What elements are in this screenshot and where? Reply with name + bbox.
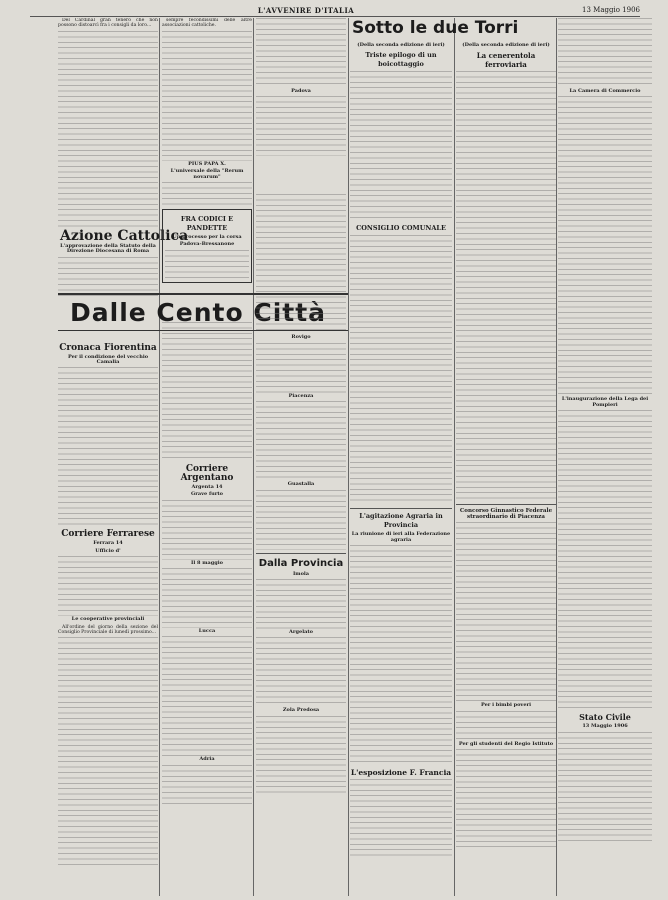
ferrara-date: Ferrara 14 — [93, 540, 123, 547]
column-rule — [159, 18, 160, 896]
dalla-provincia-heading: Dalla Provincia — [258, 557, 344, 569]
column-2 — [162, 18, 252, 898]
text-block — [256, 579, 346, 629]
column-rule — [348, 18, 349, 896]
text-block — [256, 716, 346, 796]
camera-heading: La Camera di Commercio — [569, 88, 641, 94]
piacenza-heading: Piacenza — [288, 392, 314, 399]
cooperative-heading: Le cooperative provinciali — [71, 616, 145, 623]
codici-heading: FRA CODICI E PANDETTE — [180, 215, 234, 233]
column-rule — [454, 18, 455, 896]
ufficio-heading: Ufficio d' — [95, 547, 121, 554]
text-block — [350, 545, 452, 765]
agitazione-heading: L'agitazione Agraria in Provincia — [359, 512, 443, 530]
text-block — [162, 182, 252, 206]
studenti-heading: Per gli studenti del Regio Istituto — [458, 740, 554, 747]
text-block — [162, 322, 252, 462]
column-rule — [556, 18, 557, 896]
grave-furto-heading: Grave furto — [190, 491, 224, 498]
azione-subtitle: L'approvazione della Statuto della Direzione Diocesana di Roma — [60, 242, 156, 255]
text-block — [456, 522, 556, 702]
col1-intro: Del Cardinal gran tenero che non possono distoarcì fra i consigli da loro... — [58, 18, 158, 29]
cenerentola-heading: La cenerentola ferroviaria — [476, 51, 536, 70]
guastalla-heading: Guastalla — [287, 481, 315, 488]
text-block — [58, 556, 158, 616]
lucca-heading: Lucca — [198, 628, 216, 635]
text-block — [58, 257, 158, 297]
text-block — [162, 636, 252, 756]
ferr-text: All'ordine del giorno della sezione del Consiglio Provinciale di lunedì prossimo... — [58, 624, 158, 636]
imola-heading: Imola — [292, 570, 310, 577]
page-header — [30, 4, 640, 17]
text-block — [350, 71, 452, 221]
header-title: L'AVVENIRE D'ITALIA — [257, 5, 355, 15]
stato-civile-heading: Stato Civile — [579, 712, 631, 723]
pius-signature: PIUS PAPA X. — [188, 160, 226, 167]
maggio-heading: Il 8 maggio — [191, 559, 223, 566]
section-divider — [456, 504, 556, 505]
col2-intro: sempre fecondissimi delle altre associazioni cattoliche. — [162, 18, 252, 29]
rovigo-heading: Rovigo — [291, 334, 311, 341]
text-block — [162, 568, 252, 628]
text-block — [165, 250, 249, 280]
text-block — [350, 235, 452, 505]
zola-heading: Zola Predosa — [282, 707, 320, 714]
padova-heading: Padova — [291, 88, 311, 94]
column-4 — [350, 42, 452, 898]
poveri-heading: Per i bimbi poveri — [480, 702, 532, 709]
sotto-subtitle: (Della seconda edizione di ieri) — [357, 42, 445, 48]
text-block — [256, 194, 346, 334]
stato-civile-date: 13 Maggio 1906 — [582, 723, 628, 730]
text-block — [162, 765, 252, 805]
text-block — [162, 500, 252, 560]
column-rule — [253, 18, 254, 896]
cenerentola-subtitle: (Della seconda edizione di ieri) — [462, 42, 550, 48]
corriere-argentano-heading: Corriere Argentano — [180, 463, 234, 483]
universale-heading: L'universale della "Rerum novarum" — [170, 168, 244, 180]
concorso-heading: Concorso Ginnastico Federale straordinario di Piacenza — [459, 508, 553, 521]
codici-box — [162, 209, 252, 283]
codici-subtitle: Un processo per la corsa — [172, 234, 242, 241]
codici-place: Padova-Bressanone — [179, 241, 235, 248]
argelato-heading: Argelato — [289, 629, 313, 636]
header-date: 13 Maggio 1906 — [582, 6, 640, 14]
text-block — [162, 31, 252, 161]
text-block — [558, 732, 652, 842]
text-block — [58, 637, 158, 867]
text-block — [58, 31, 158, 227]
section-divider — [350, 508, 452, 509]
cronaca-heading: Cronaca Fiorentina — [59, 342, 157, 353]
text-block — [456, 711, 556, 741]
triste-heading: Triste epilogo di un boicottaggio — [365, 51, 437, 69]
text-block — [58, 367, 158, 527]
text-block — [558, 96, 652, 396]
dalle-cento-citta-heading: Dalle Cento Città — [70, 298, 327, 327]
column-3 — [256, 18, 346, 898]
esposizione-heading: L'esposizione F. Francia — [350, 768, 452, 778]
consiglio-heading: CONSIGLIO COMUNALE — [356, 224, 446, 233]
sotto-le-due-torri-heading: Sotto le due Torri — [352, 18, 519, 38]
text-block — [350, 779, 452, 859]
text-block — [256, 18, 346, 88]
text-block — [256, 637, 346, 707]
argenta-date: Argenta 14 — [191, 483, 223, 490]
text-block — [256, 343, 346, 393]
text-block — [256, 96, 346, 156]
cronaca-subtitle: Per il condizione del vecchio Camalia — [67, 353, 149, 366]
column-6 — [558, 18, 652, 898]
text-block — [558, 18, 652, 88]
inaugurazione-heading: L'inaugurazione della Lega dei Pompieri — [561, 396, 649, 408]
text-block — [256, 490, 346, 550]
corriere-ferrarese-heading: Corriere Ferrarese — [61, 529, 155, 540]
section-divider — [256, 553, 346, 554]
agitazione-subtitle: La riunione di ieri alla Federazione agraria — [351, 531, 451, 543]
column-5 — [456, 42, 556, 898]
text-block — [456, 749, 556, 849]
column-1 — [58, 18, 158, 898]
adria-heading: Adria — [199, 756, 215, 763]
azione-cattolica-heading: Azione Cattolica — [60, 228, 189, 244]
text-block — [256, 401, 346, 481]
text-block — [456, 71, 556, 501]
text-block — [558, 410, 652, 710]
